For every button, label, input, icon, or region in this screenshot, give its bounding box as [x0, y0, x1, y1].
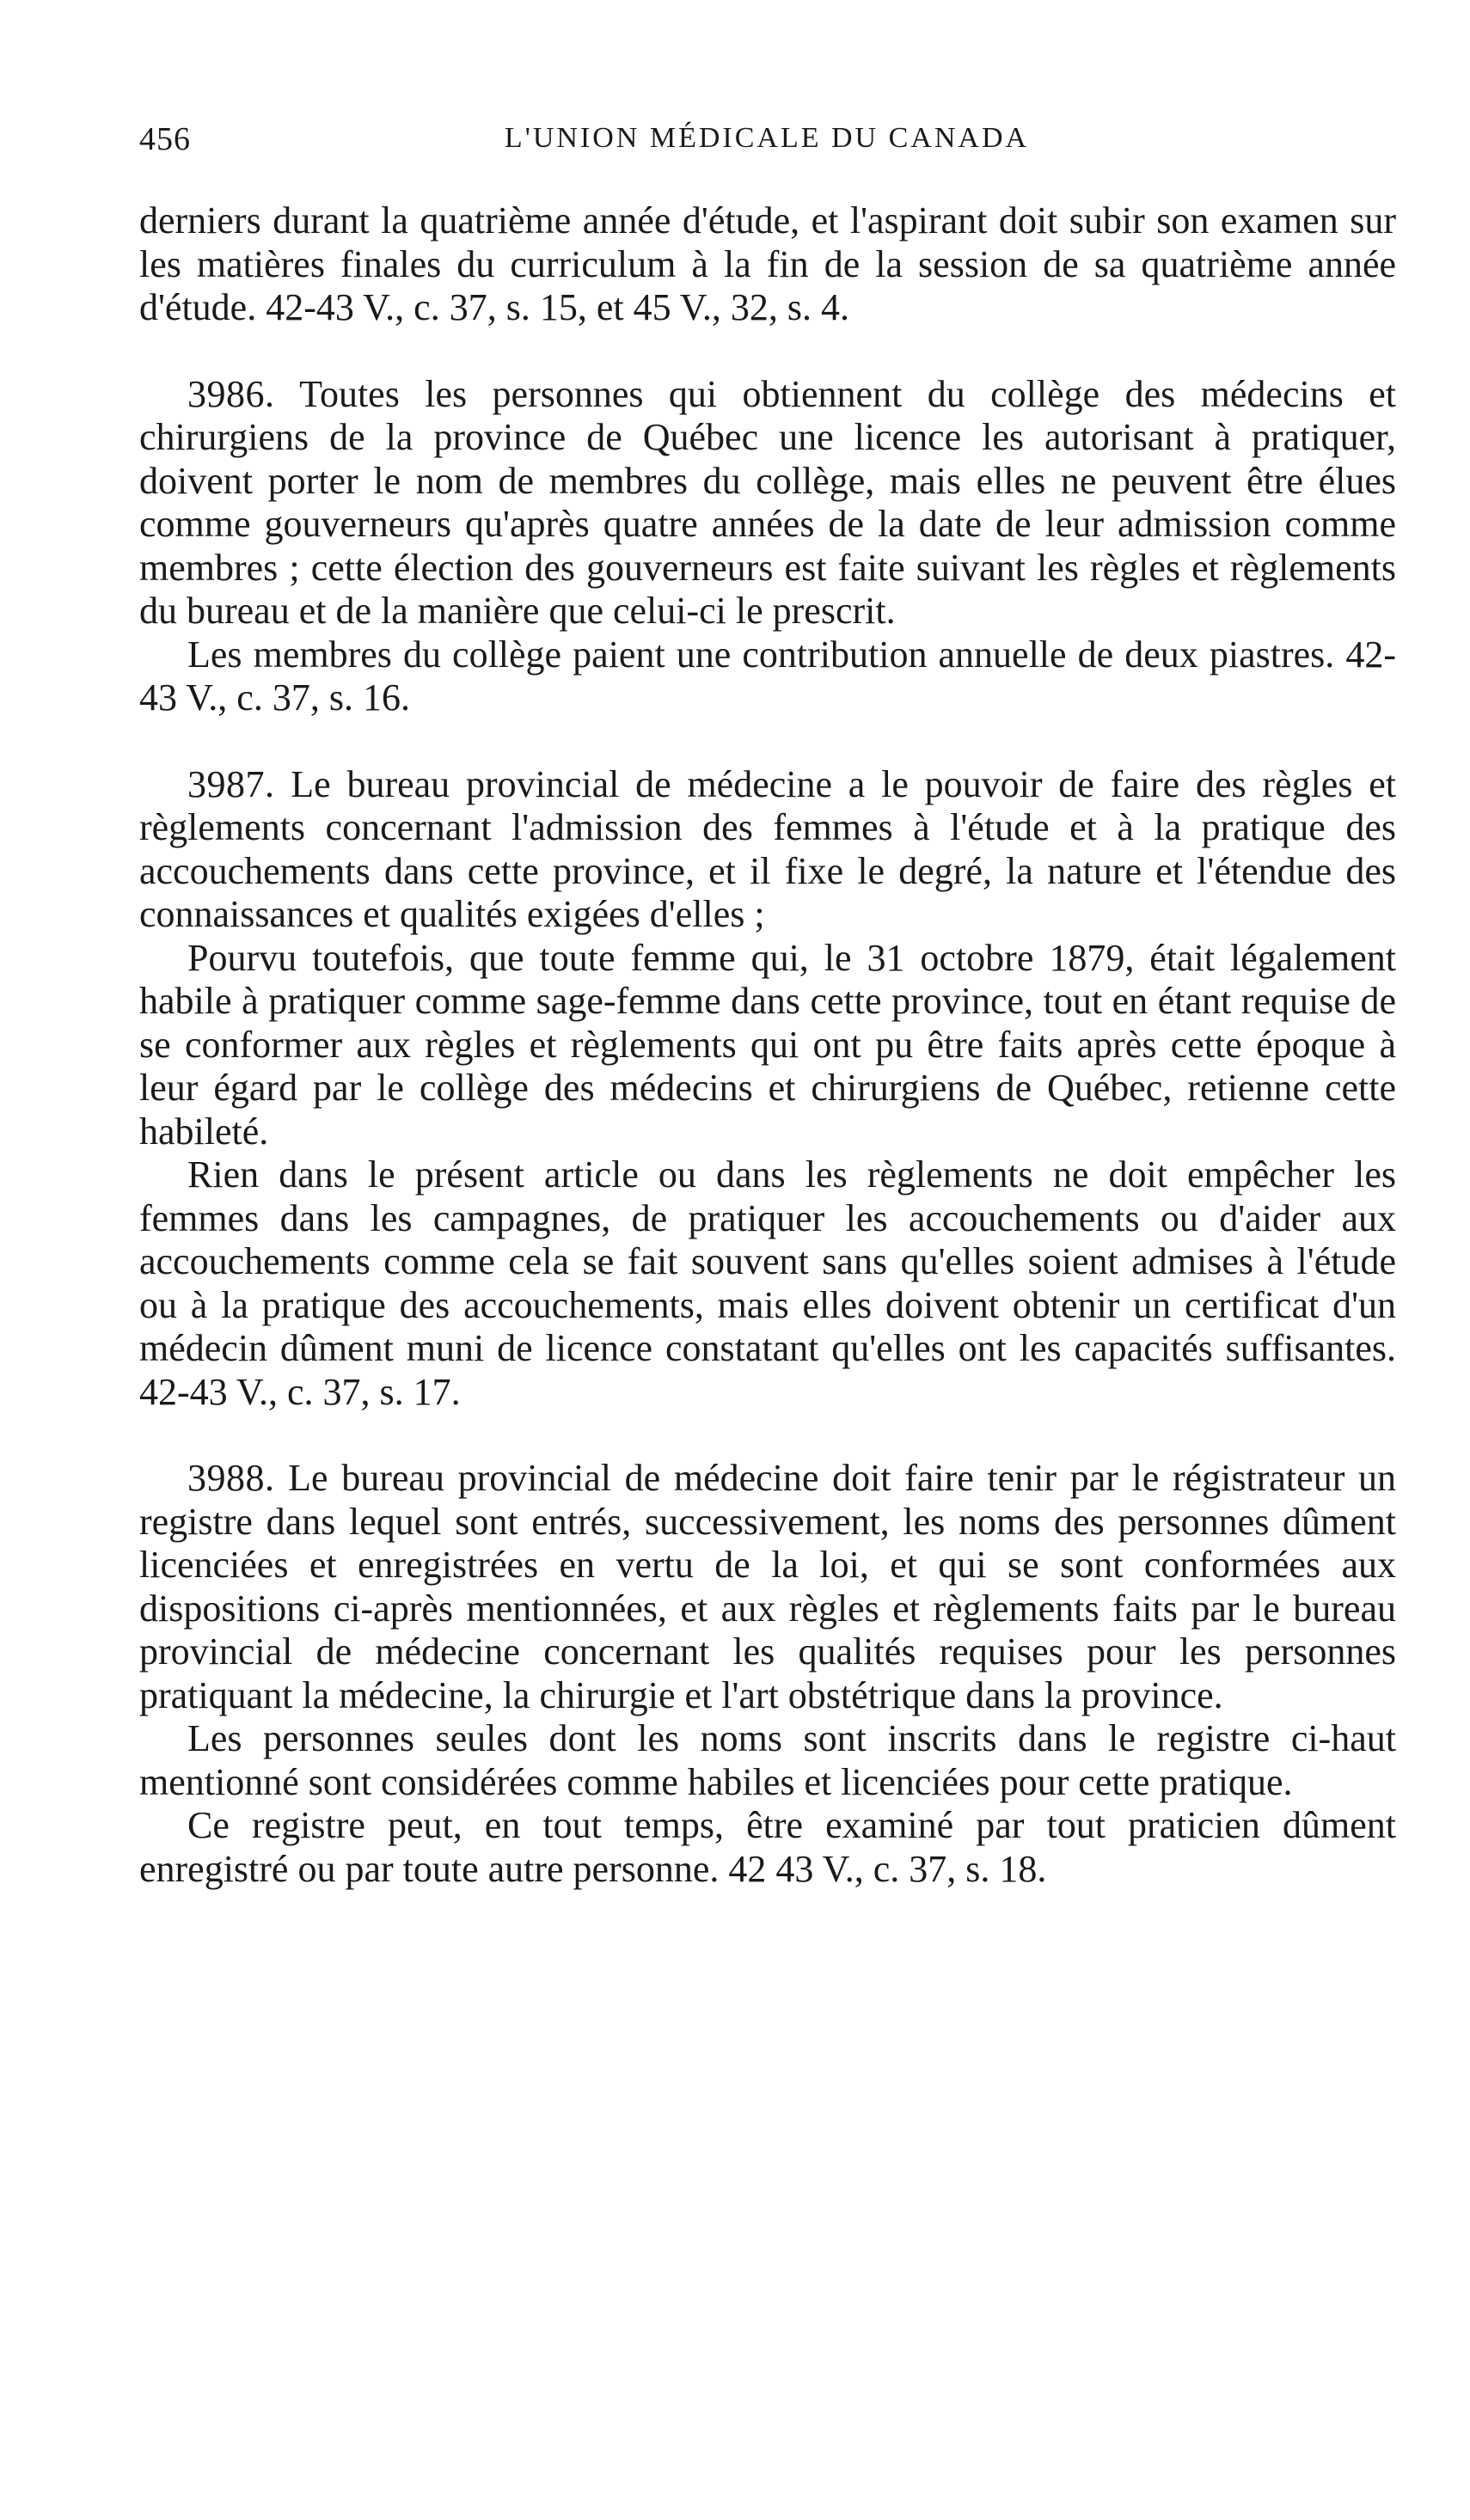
article-number: 3987.	[187, 762, 275, 805]
paragraph-text: Le bureau provincial de médecine a le pouvoir de faire des règles et règlements concernant l'admission des femmes à l'étude et à la pratique des accouchements dans cette province, et il fixe le degré, la nature et l'étendue des connaissances et qualités exigées d'elles ;	[139, 762, 1396, 935]
paragraph-text: Les personnes seules dont les noms sont inscrits dans le registre ci-haut mentionné sont considérées comme habiles et licenciées pour cette pratique.	[139, 1717, 1396, 1803]
paragraph-text: derniers durant la quatrième année d'étude, et l'aspirant doit subir son examen sur les matières finales du curriculum à la fin de la session de sa quatrième année d'étude. 42-43 V., c. 37, s. 15, et 45 V., 32, s. 4.	[139, 199, 1396, 328]
paragraph-text: Ce registre peut, en tout temps, être examiné par tout praticien dûment enregistré ou par toute autre personne. 42 43 V., c. 37, s. 18.	[139, 1804, 1396, 1890]
article-number: 3988.	[187, 1457, 275, 1499]
article-number: 3986.	[187, 372, 275, 415]
paragraph-continuation	[139, 199, 1396, 330]
paragraph-registered	[139, 1717, 1396, 1804]
paragraph-register-examination	[139, 1804, 1396, 1891]
body-text	[139, 199, 1396, 1891]
paragraph-proviso	[139, 937, 1396, 1154]
article-3988	[139, 1457, 1396, 1717]
paragraph-text: Rien dans le présent article ou dans les règlements ne doit empêcher les femmes dans les campagnes, de pratiquer les accouchements ou d'aider aux accouchements comme cela se fait souvent sans qu'elles soient admises à l'étude ou à la pratique des accouchements, mais elles doivent obtenir un certificat d'un médecin dûment muni de licence constatant qu'elles ont les capacités suffisantes. 42-43 V., c. 37, s. 17.	[139, 1153, 1396, 1413]
paragraph-text: Pourvu toutefois, que toute femme qui, le 31 octobre 1879, était légalement habile à pratiquer comme sage-femme dans cette province, tout en étant requise de se conformer aux règles et règlements qui ont pu être faits après cette époque à leur égard par le collège des médecins et chirurgiens de Québec, retienne cette habileté.	[139, 936, 1396, 1153]
paragraph-campaigns	[139, 1153, 1396, 1414]
paragraph-text: Le bureau provincial de médecine doit faire tenir par le régistrateur un registre dans lequel sont entrés, successivement, les noms des personnes dûment licenciées et enregistrées en vertu de la loi, et qui se sont conformées aux dispositions ci-après mentionnées, et aux règles et règlements faits par le bureau provincial de médecine concernant les qualités requises pour les personnes pratiquant la médecine, la chirurgie et l'art obstétrique dans la province.	[139, 1457, 1397, 1716]
running-head: L'UNION MÉDICALE DU CANADA	[504, 122, 1030, 154]
page-number: 456	[139, 121, 191, 157]
paragraph-contribution	[139, 633, 1396, 720]
page-header	[139, 120, 1394, 172]
paragraph-text: Toutes les personnes qui obtiennent du collège des médecins et chirurgiens de la province de Québec une licence les autorisant à pratiquer, doivent porter le nom de membres du collège, mais elles ne peuvent être élues comme gouverneurs qu'après quatre années de la date de leur admission comme membres ; cette élection des gouverneurs est faite suivant les règles et règlements du bureau et de la manière que celui-ci le prescrit.	[139, 372, 1396, 632]
article-3986	[139, 373, 1396, 633]
paragraph-text: Les membres du collège paient une contribution annuelle de deux piastres. 42-43 V., c. 37, s. 16.	[139, 633, 1396, 719]
article-3987	[139, 763, 1396, 937]
